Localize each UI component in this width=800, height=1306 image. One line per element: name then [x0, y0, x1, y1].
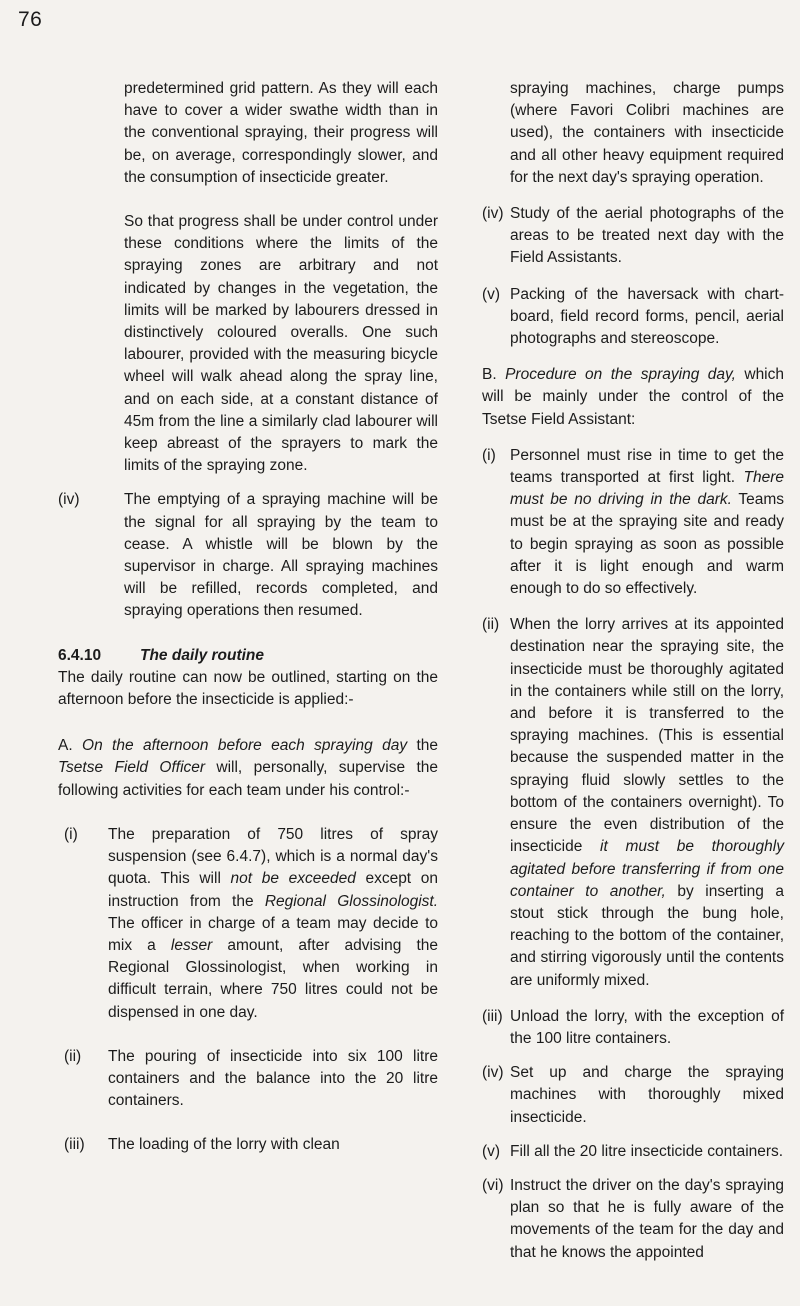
- part-b-text: which will be mainly under the control of the Tsetse Field Assistant:: [482, 366, 784, 428]
- text-run: The officer in charge of a team may decide to mix a: [108, 914, 438, 954]
- item-number: (ii): [64, 1047, 82, 1065]
- list-item-b-i: [482, 445, 784, 600]
- text-emphasis: There must be no driving in the dark.: [510, 469, 784, 509]
- item-text: [510, 445, 784, 600]
- left-column: [58, 78, 438, 1157]
- list-item-b-v: [482, 1141, 784, 1163]
- item-number: (iii): [482, 1007, 503, 1025]
- part-a-label: A.: [58, 737, 83, 755]
- list-item-b-iii: [482, 1006, 784, 1050]
- item-number: (i): [482, 446, 496, 464]
- part-a-officer: Tsetse Field Officer: [58, 759, 206, 777]
- item-number: (iv): [58, 491, 80, 509]
- item-text: Set up and charge the spraying machines with thoroughly mixed insecticide.: [510, 1064, 784, 1126]
- item-text: The emptying of a spraying machine will be the signal for all spraying by the team to cease. A whistle will be blown by the supervisor in charge. All spraying machines will be refilled, records completed, and spraying operations then resumed.: [124, 491, 438, 620]
- part-b-emphasis: Procedure on the spraying day,: [505, 366, 736, 384]
- list-item-b-iv: [482, 1062, 784, 1129]
- item-text: The pouring of insecticide into six 100 litre containers and the balance into the 20 litre containers.: [108, 1047, 438, 1110]
- paragraph-continuation: spraying machines, charge pumps (where Favori Colibri machines are used), the containers with insecticide and all other heavy equipment required for the next day's spraying operation.: [510, 80, 784, 186]
- right-column: [482, 78, 784, 1264]
- item-number: (ii): [482, 616, 500, 634]
- paragraph-grid-pattern: predetermined grid pattern. As they will each have to cover a wider swathe width than in the conventional spraying, their progress will be, on average, correspondingly slower, and the consumption of insecticide greater.: [124, 80, 438, 186]
- item-text: Instruct the driver on the day's spraying plan so that he is fully aware of the movements of the team for the day and that he knows the appointed: [510, 1176, 784, 1261]
- item-number: (iii): [64, 1136, 85, 1154]
- text-run: When the lorry arrives at its appointed destination near the spraying site, the insecticide must be thoroughly agitated in the containers while still on the lorry, and before it is transferred to the spraying machines. (This is essential because the suspended matter in the spraying fluid slowly settles to the bottom of the containers overnight). To ensure the even distribution of the insecticide: [510, 616, 784, 856]
- page-number: 76: [18, 8, 43, 31]
- list-item-a-i: [58, 824, 438, 1024]
- item-number: (iv): [482, 205, 504, 223]
- item-text: [510, 614, 784, 991]
- text-run: The preparation of 750 litres of spray suspension (see 6.4.7), which is a normal day's quota. This will: [108, 825, 438, 888]
- item-text: Fill all the 20 litre insecticide containers.: [510, 1142, 784, 1160]
- text-emphasis: it must be thoroughly agitated before transferring if from one container to another,: [510, 838, 784, 900]
- item-text: Study of the aerial photographs of the areas to be treated next day with the Field Assistants.: [510, 205, 784, 267]
- paragraph-progress-control: So that progress shall be under control under these conditions where the limits of the spraying zones are arbitrary and not indicated by changes in the vegetation, the limits will be marked by labourers dressed in distinctively coloured overalls. One such labourer, provided with the measuring bicycle wheel will walk ahead along the spray line, and on each side, at a constant distance of 45m from the line a similarly clad labourer will keep abreast of the sprayers to mark the limits of the spraying zone.: [124, 213, 438, 475]
- text-run: Personnel must rise in time to get the teams transported at first light.: [510, 446, 784, 487]
- text-run: except on instruction from the: [108, 870, 438, 910]
- paragraph-part-b: [482, 364, 784, 431]
- text-emphasis: lesser: [170, 936, 213, 954]
- list-item-a-iii: [58, 1134, 438, 1156]
- list-item-a-iv: [482, 203, 784, 270]
- section-title: The daily routine: [140, 646, 265, 664]
- item-text: Unload the lorry, with the exception of the 100 litre containers.: [510, 1007, 784, 1047]
- text-run: amount, after advising the Regional Glossinologist, when working in difficult terrain, where 750 litres could not be dispensed in one day.: [108, 936, 438, 1021]
- section-number: 6.4.10: [58, 646, 102, 664]
- list-item-b-ii: [482, 614, 784, 991]
- text-run: by inserting a stout stick through the bung hole, reaching to the bottom of the container, and stirring vigorously until the contents are uniformly mixed.: [510, 882, 784, 989]
- list-item-b-vi: [482, 1175, 784, 1264]
- part-a-emphasis: On the afternoon before each spraying day: [82, 737, 408, 755]
- item-number: (v): [482, 1142, 501, 1160]
- item-text: Packing of the haversack with chart-board, field record forms, pencil, aerial photographs and stereoscope.: [510, 285, 784, 348]
- paragraph-part-a: [58, 735, 438, 802]
- part-a-text: will, personally, supervise the following activities for each team under his control:-: [58, 759, 438, 799]
- text-emphasis: not be exceeded: [230, 870, 356, 888]
- part-b-label: B.: [482, 366, 506, 384]
- list-item-a-v: [482, 284, 784, 351]
- item-text: [108, 824, 438, 1024]
- paragraph-intro: The daily routine can now be outlined, starting on the afternoon before the insecticide is applied:-: [58, 668, 438, 709]
- list-item-a-ii: [58, 1046, 438, 1113]
- text-emphasis: Regional Glossinologist.: [264, 892, 438, 910]
- item-number: (i): [64, 825, 78, 843]
- section-heading: [58, 645, 438, 667]
- item-number: (iv): [482, 1064, 504, 1082]
- item-number: (v): [482, 285, 501, 303]
- item-number: (vi): [482, 1176, 504, 1194]
- part-a-text: the: [407, 737, 438, 755]
- list-item-iv: [58, 489, 438, 622]
- text-run: Teams must be at the spraying site and ready to begin spraying as soon as possible after it is light enough and warm enough to do so effectively.: [510, 491, 784, 598]
- item-text: The loading of the lorry with clean: [108, 1136, 340, 1154]
